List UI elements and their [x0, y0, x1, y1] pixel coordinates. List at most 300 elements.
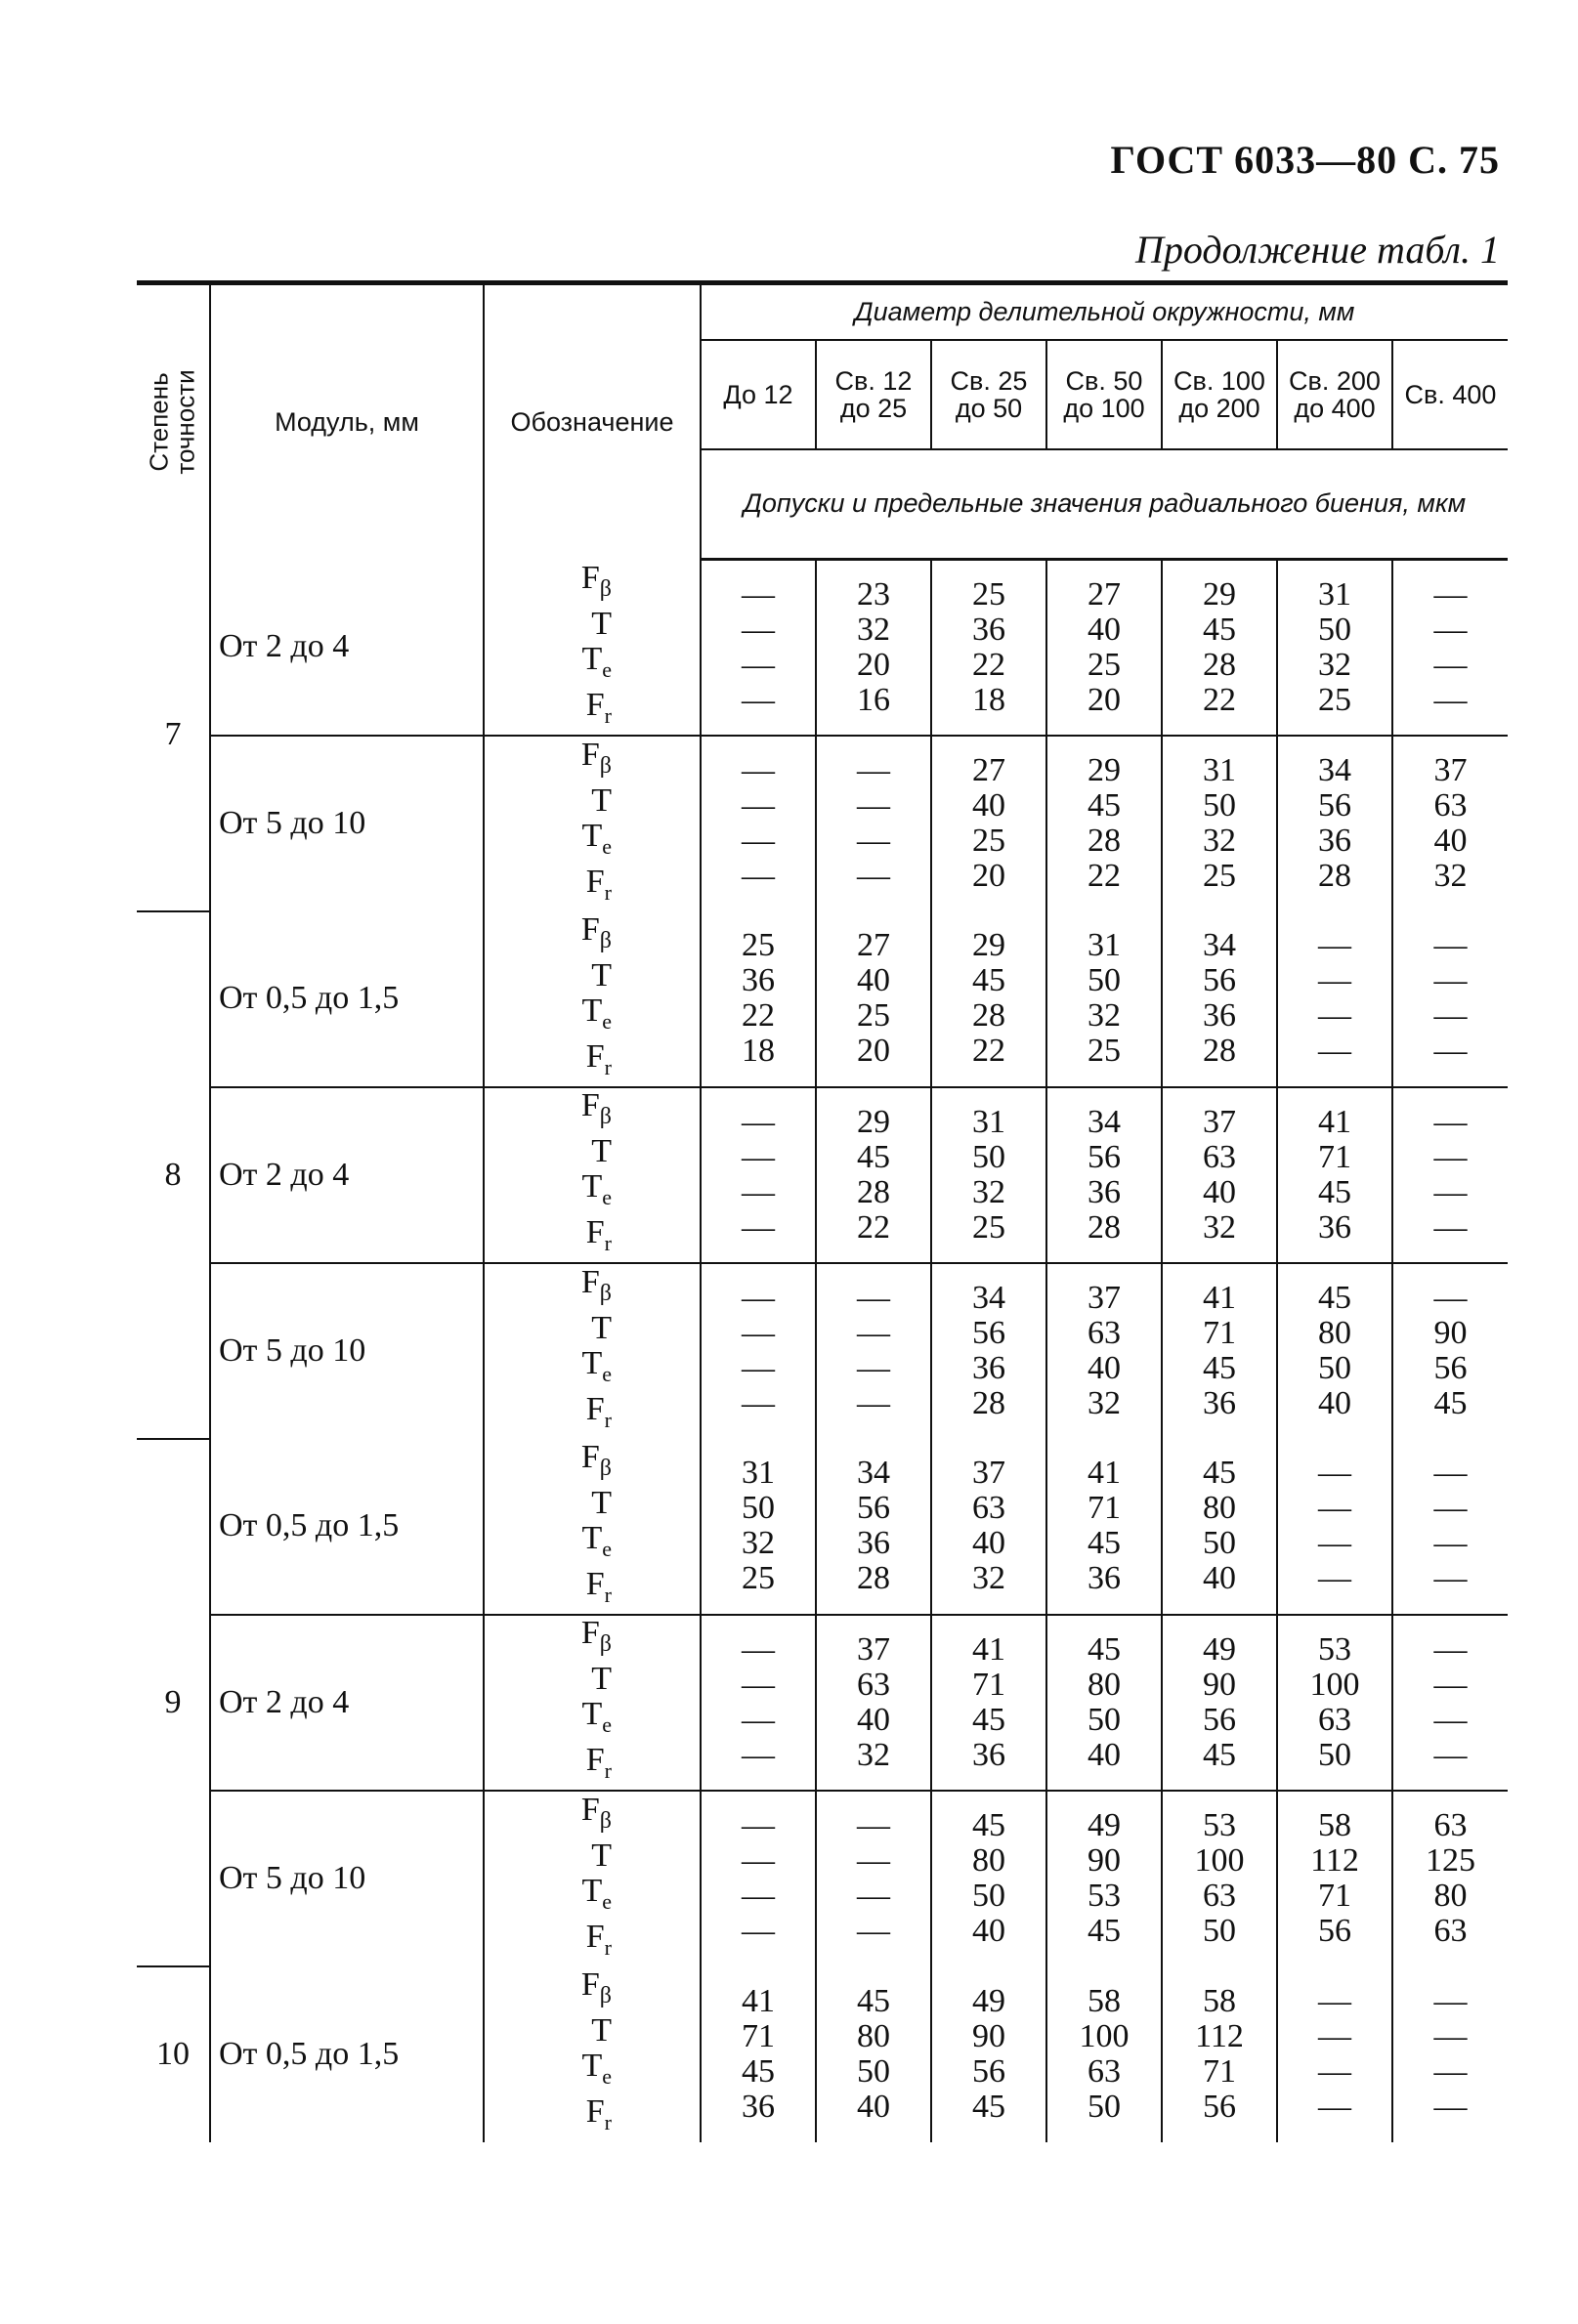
tolerance-value: 71	[1203, 2052, 1236, 2090]
tolerance-value: 90	[1088, 1842, 1121, 1879]
value-cell	[1277, 1439, 1392, 1615]
module-cell: От 5 до 10	[210, 1791, 484, 1966]
tolerance-value: —	[1433, 962, 1468, 998]
symbol	[485, 1697, 612, 1743]
tolerance-value: 29	[1088, 752, 1121, 788]
symbol-subscript: β	[599, 1631, 612, 1658]
tolerance-value: 80	[857, 2017, 890, 2054]
tolerance-value: 40	[972, 1525, 1005, 1561]
designation-cell	[484, 1087, 701, 1263]
diameter-range-header	[931, 340, 1046, 449]
range-line-1: Св. 25	[950, 365, 1028, 396]
symbol-base: F	[580, 1263, 600, 1300]
tolerance-value: 34	[1203, 927, 1236, 963]
tolerance-value: 40	[857, 962, 890, 998]
tolerance-value: 71	[1318, 1878, 1351, 1914]
symbol	[485, 688, 612, 734]
symbol-subscript: β	[599, 1807, 612, 1834]
symbol	[485, 1793, 612, 1838]
tolerance-value: 29	[972, 927, 1005, 963]
symbol-base: T	[581, 1344, 603, 1381]
value-cell	[1046, 1615, 1162, 1791]
symbol-base: F	[580, 1087, 600, 1124]
value-cell	[1162, 1791, 1277, 1966]
value-cell	[701, 1087, 816, 1263]
symbol	[485, 865, 612, 910]
tolerance-value: 71	[1088, 1490, 1121, 1526]
tolerance-value: 40	[972, 1913, 1005, 1949]
accuracy-degree-cell: 10	[137, 1966, 210, 2142]
symbol-base: F	[585, 2093, 605, 2130]
symbol-subscript: β	[599, 752, 612, 779]
tolerance-value: —	[1433, 2017, 1468, 2054]
symbol	[485, 642, 612, 688]
value-cell	[1392, 1439, 1508, 1615]
tolerance-value: 40	[1088, 1736, 1121, 1773]
tolerance-value: —	[1318, 997, 1351, 1034]
designation-cell	[484, 560, 701, 736]
tolerance-value: 63	[1433, 787, 1468, 824]
tolerance-value: 36	[1088, 1173, 1121, 1210]
symbol-subscript: β	[599, 1104, 612, 1130]
tolerance-value: 63	[857, 1666, 890, 1703]
symbol-base: F	[585, 686, 605, 723]
value-cell	[816, 1966, 931, 2142]
module-cell: От 2 до 4	[210, 560, 484, 736]
tolerance-value: —	[1433, 997, 1468, 1034]
tolerance-value: 28	[1088, 1208, 1121, 1246]
tolerance-value: —	[742, 1630, 775, 1668]
tolerance-value: —	[1433, 681, 1468, 718]
value-cell	[1392, 560, 1508, 736]
tolerance-value: —	[1433, 1630, 1468, 1668]
tolerance-value: 53	[1318, 1630, 1351, 1668]
tolerance-value: —	[1318, 927, 1351, 963]
value-cell	[931, 1439, 1046, 1615]
tolerance-value: —	[1318, 1525, 1351, 1561]
tolerance-value: 28	[857, 1173, 890, 1210]
tolerance-value: —	[1318, 1455, 1351, 1491]
tolerance-value: 22	[972, 646, 1005, 683]
value-cell	[1046, 736, 1162, 911]
tolerance-value: 20	[972, 858, 1005, 894]
value-cell	[816, 911, 931, 1087]
symbol-subscript: e	[602, 2064, 612, 2089]
tolerance-value: 40	[1318, 1385, 1351, 1421]
symbol-subscript: β	[599, 575, 612, 602]
symbol	[485, 2013, 612, 2049]
symbol-base: T	[581, 1696, 603, 1733]
table-row	[137, 1263, 1508, 1439]
value-cell	[1277, 1087, 1392, 1263]
tolerance-value: 28	[1318, 858, 1351, 894]
value-cell	[816, 1791, 931, 1966]
tolerance-value: 40	[857, 2088, 890, 2125]
tolerance-value: 25	[972, 575, 1005, 613]
tolerance-value: 28	[972, 1385, 1005, 1421]
tolerance-value: 32	[1088, 1385, 1121, 1421]
tolerance-value: 80	[972, 1842, 1005, 1879]
symbol	[485, 2094, 612, 2140]
tolerance-value: —	[1433, 2088, 1468, 2125]
tolerance-value: 32	[972, 1173, 1005, 1210]
value-cell	[1392, 1263, 1508, 1439]
symbol	[485, 1215, 612, 1261]
value-cell	[1277, 1791, 1392, 1966]
symbol-base: T	[591, 1837, 612, 1874]
tolerance-value: 40	[1203, 1560, 1236, 1596]
symbol-subscript: e	[602, 833, 612, 859]
tolerance-value: 63	[1203, 1138, 1236, 1175]
tolerance-value: —	[1318, 1490, 1351, 1526]
designation-column-header: Обозначение	[484, 283, 701, 560]
tolerance-value: —	[742, 1103, 775, 1140]
table-row	[137, 736, 1508, 911]
tolerance-value: 36	[857, 1525, 890, 1561]
tolerance-value: 50	[742, 1490, 775, 1526]
tolerance-value: —	[1318, 2088, 1351, 2125]
symbol	[485, 2049, 612, 2094]
symbol-base: T	[591, 1661, 612, 1698]
tolerance-table	[137, 280, 1508, 2142]
symbol-base: T	[591, 605, 612, 642]
tolerance-value: 18	[972, 681, 1005, 718]
value-cell	[931, 1263, 1046, 1439]
tolerance-value: 50	[1203, 1913, 1236, 1949]
value-cell	[1277, 736, 1392, 911]
tolerance-value: 63	[1088, 1315, 1121, 1351]
tolerance-value: 56	[1318, 1913, 1351, 1949]
tolerance-value: 50	[972, 1138, 1005, 1175]
value-cell	[1277, 560, 1392, 736]
tolerance-value: 58	[1318, 1807, 1351, 1843]
symbol-base: F	[585, 863, 605, 900]
symbol-subscript: β	[599, 1280, 612, 1306]
tolerance-value: 22	[742, 997, 775, 1034]
tolerance-value: —	[857, 1807, 890, 1843]
tolerance-value: 49	[1203, 1630, 1236, 1668]
value-cell	[1277, 1966, 1392, 2142]
tolerance-value: 36	[1318, 823, 1351, 859]
tolerance-value: 112	[1310, 1842, 1359, 1879]
tolerance-value: 25	[972, 1208, 1005, 1246]
value-cell	[816, 560, 931, 736]
tolerance-value: —	[1433, 2052, 1468, 2090]
tolerance-value: 31	[1203, 752, 1236, 788]
tolerance-value: —	[742, 1736, 775, 1773]
tolerance-value: 34	[857, 1455, 890, 1491]
range-line-1: Св. 12	[834, 365, 913, 396]
symbol-subscript: r	[604, 1230, 612, 1255]
tolerance-value: —	[1433, 1033, 1468, 1069]
symbol	[485, 607, 612, 642]
tolerance-value: 63	[1088, 2052, 1121, 2090]
table-row	[137, 1087, 1508, 1263]
tolerance-value: 50	[1203, 1525, 1236, 1561]
range-line-1: Св. 50	[1065, 365, 1143, 396]
tolerance-value: 32	[1318, 646, 1351, 683]
tolerance-value: 45	[742, 2052, 775, 2090]
tolerance-value: 50	[1088, 2088, 1121, 2125]
tolerance-value: 25	[1203, 858, 1236, 894]
tolerance-value: 56	[1318, 787, 1351, 824]
tolerance-value: —	[1433, 927, 1468, 963]
symbol-subscript: r	[604, 1407, 612, 1432]
value-cell	[1046, 1087, 1162, 1263]
tolerance-value: 50	[1203, 787, 1236, 824]
value-cell	[701, 1615, 816, 1791]
tolerance-value: —	[1433, 1666, 1468, 1703]
symbol	[485, 1311, 612, 1346]
tolerance-value: 28	[1203, 646, 1236, 683]
tolerance-value: 58	[1203, 1982, 1236, 2019]
tolerance-value: —	[742, 1315, 775, 1351]
designation-cell	[484, 1263, 701, 1439]
tolerance-value: 27	[1088, 575, 1121, 613]
symbol-base: F	[580, 1438, 600, 1475]
tolerance-value: 56	[1088, 1138, 1121, 1175]
table-row	[137, 1439, 1508, 1615]
tolerance-value: 37	[1203, 1103, 1236, 1140]
value-cell	[1162, 911, 1277, 1087]
tolerance-value: 27	[857, 927, 890, 963]
tolerance-value: —	[742, 1878, 775, 1914]
tolerance-value: 63	[1318, 1701, 1351, 1738]
symbol	[485, 1920, 612, 1965]
symbol	[485, 1567, 612, 1613]
tolerance-value: 80	[1318, 1315, 1351, 1351]
tolerance-value: 41	[972, 1630, 1005, 1668]
tolerance-value: —	[742, 1280, 775, 1316]
symbol	[485, 1486, 612, 1521]
tolerance-value: —	[1318, 1982, 1351, 2019]
tolerance-value: 36	[972, 611, 1005, 648]
range-line-2: до 200	[1178, 394, 1260, 423]
tolerance-value: —	[1318, 1033, 1351, 1069]
designation-cell	[484, 1439, 701, 1615]
tolerance-value: 50	[1088, 962, 1121, 998]
tolerance-value: 40	[1088, 1350, 1121, 1386]
value-cell	[1392, 1615, 1508, 1791]
value-cell	[701, 1966, 816, 2142]
degree-column-header: Степень точности	[137, 283, 210, 560]
value-cell	[701, 1791, 816, 1966]
tolerance-value: 100	[1079, 2017, 1130, 2054]
tolerance-value: —	[1318, 2052, 1351, 2090]
tolerance-value: 45	[1203, 1736, 1236, 1773]
tolerance-value: 125	[1426, 1842, 1475, 1879]
tolerance-value: 25	[1088, 1033, 1121, 1069]
tolerance-value: 56	[1433, 1350, 1468, 1386]
tolerance-value: —	[742, 1173, 775, 1210]
tolerance-value: 63	[1433, 1807, 1468, 1843]
tolerance-value: 90	[1433, 1315, 1468, 1351]
tolerance-value: 41	[742, 1982, 775, 2019]
symbol-subscript: e	[602, 1185, 612, 1209]
tolerance-value: 45	[972, 2088, 1005, 2125]
symbol-base: F	[580, 736, 600, 773]
symbol	[485, 561, 612, 607]
tolerance-value: 20	[857, 1033, 890, 1069]
tolerance-value: 58	[1088, 1982, 1121, 2019]
symbol-base: F	[585, 1565, 605, 1602]
symbol	[485, 1134, 612, 1169]
tolerance-value: —	[1318, 1560, 1351, 1596]
value-cell	[1046, 560, 1162, 736]
module-column-header: Модуль, мм	[210, 283, 484, 560]
symbol-subscript: e	[602, 1361, 612, 1386]
module-cell: От 2 до 4	[210, 1087, 484, 1263]
tolerance-value: 32	[1203, 823, 1236, 859]
tolerance-value: 45	[972, 962, 1005, 998]
symbol-base: T	[581, 1519, 603, 1556]
value-cell	[1046, 1791, 1162, 1966]
tolerance-value: 36	[972, 1736, 1005, 1773]
tolerance-value: 45	[972, 1807, 1005, 1843]
tolerance-value: —	[742, 752, 775, 788]
tolerance-value: 50	[1088, 1701, 1121, 1738]
tolerance-value: 49	[972, 1982, 1005, 2019]
tolerance-value: 37	[857, 1630, 890, 1668]
value-cell	[816, 736, 931, 911]
symbol	[485, 1874, 612, 1920]
tolerance-value: —	[1433, 1173, 1468, 1210]
tolerance-value: 22	[1088, 858, 1121, 894]
tolerance-value: —	[742, 1807, 775, 1843]
tolerance-value: 45	[1088, 1913, 1121, 1949]
table-continuation-caption: Продолжение табл. 1	[1134, 228, 1500, 272]
symbol	[485, 819, 612, 865]
symbol-base: F	[580, 1966, 600, 2004]
accuracy-degree-cell: 9	[137, 1439, 210, 1966]
symbol	[485, 1616, 612, 1662]
tolerance-value: 36	[1203, 997, 1236, 1034]
value-cell	[1162, 1439, 1277, 1615]
tolerance-value: 45	[1318, 1173, 1351, 1210]
tolerance-value: 45	[1203, 1350, 1236, 1386]
tolerance-value: —	[857, 1913, 890, 1949]
symbol	[485, 1265, 612, 1311]
tolerance-value: 18	[742, 1033, 775, 1069]
tolerance-value: 23	[857, 575, 890, 613]
tolerance-value: 45	[857, 1982, 890, 2019]
tolerance-value: 71	[1318, 1138, 1351, 1175]
tolerance-value: —	[742, 1138, 775, 1175]
value-cell	[1046, 1263, 1162, 1439]
symbol-subscript: e	[602, 656, 612, 682]
tolerance-value: 40	[1088, 611, 1121, 648]
tolerance-value: —	[1433, 575, 1468, 613]
designation-cell	[484, 736, 701, 911]
tolerance-value: —	[742, 858, 775, 894]
tolerance-value: 36	[742, 2088, 775, 2125]
symbol-subscript: r	[604, 879, 612, 905]
tolerance-value: —	[1433, 1560, 1468, 1596]
tolerance-value: 90	[972, 2017, 1005, 2054]
tolerance-value: —	[1433, 1455, 1468, 1491]
symbol-base: F	[580, 1791, 600, 1828]
tolerance-value: 50	[972, 1878, 1005, 1914]
tolerance-value: —	[742, 1350, 775, 1386]
tolerance-value: 22	[1203, 681, 1236, 718]
range-line-1: Св. 200	[1289, 365, 1381, 396]
symbol-base: T	[591, 782, 612, 819]
tolerance-value: 31	[1318, 575, 1351, 613]
tolerance-value: 53	[1203, 1807, 1236, 1843]
tolerance-value: 32	[1203, 1208, 1236, 1246]
tolerance-value: 40	[972, 787, 1005, 824]
symbol-base: T	[581, 992, 603, 1029]
value-cell	[1162, 560, 1277, 736]
tolerance-value: 45	[972, 1701, 1005, 1738]
symbol-subscript: β	[599, 1455, 612, 1481]
value-cell	[816, 1439, 931, 1615]
tolerance-value: 28	[1088, 823, 1121, 859]
tolerance-value: 45	[857, 1138, 890, 1175]
value-cell	[1162, 1263, 1277, 1439]
value-cell	[701, 911, 816, 1087]
tolerance-value: 36	[1088, 1560, 1121, 1596]
diameter-range-header	[1162, 340, 1277, 449]
range-line-2: до 100	[1063, 394, 1145, 423]
tolerance-value: —	[742, 1666, 775, 1703]
tolerance-value: 100	[1309, 1666, 1360, 1703]
symbol	[485, 1838, 612, 1874]
value-cell	[816, 1615, 931, 1791]
tolerance-value: 63	[972, 1490, 1005, 1526]
symbol-base: T	[581, 817, 603, 854]
tolerance-value: —	[1318, 962, 1351, 998]
symbol-base: F	[585, 1037, 605, 1075]
accuracy-degree-cell: 7	[137, 560, 210, 911]
tolerance-value: 63	[1433, 1913, 1468, 1949]
tolerance-value: 45	[1318, 1280, 1351, 1316]
tolerance-value: 29	[1203, 575, 1236, 613]
tolerance-value: 32	[857, 1736, 890, 1773]
symbol	[485, 1662, 612, 1697]
symbol-subscript: e	[602, 1536, 612, 1561]
table-row	[137, 1791, 1508, 1966]
tolerance-value: 71	[1203, 1315, 1236, 1351]
value-cell	[1046, 1439, 1162, 1615]
tolerance-value: 40	[1433, 823, 1468, 859]
tolerance-value: —	[857, 1842, 890, 1879]
symbol-subscript: r	[604, 1757, 612, 1783]
symbol-subscript: r	[604, 1054, 612, 1079]
module-cell: От 0,5 до 1,5	[210, 1966, 484, 2142]
tolerance-value: 45	[1433, 1385, 1468, 1421]
tolerance-value: —	[1433, 1982, 1468, 2019]
tolerance-value: —	[1433, 1208, 1468, 1246]
value-cell	[701, 1439, 816, 1615]
symbol	[485, 1743, 612, 1789]
tolerance-value: 71	[972, 1666, 1005, 1703]
tolerance-value: 32	[1433, 858, 1468, 894]
module-cell: От 0,5 до 1,5	[210, 1439, 484, 1615]
tolerance-value: 36	[1203, 1385, 1236, 1421]
symbol-subscript: β	[599, 1983, 612, 2009]
tolerance-value: —	[742, 1208, 775, 1246]
tolerance-value: 27	[972, 752, 1005, 788]
symbol-base: F	[580, 910, 600, 948]
tolerance-value: 45	[1088, 1630, 1121, 1668]
value-cell	[1046, 911, 1162, 1087]
tolerance-value: 56	[1203, 1701, 1236, 1738]
symbol	[485, 1521, 612, 1567]
tolerance-value: 25	[742, 927, 775, 963]
value-cell	[1277, 1615, 1392, 1791]
tolerance-value: —	[742, 611, 775, 648]
